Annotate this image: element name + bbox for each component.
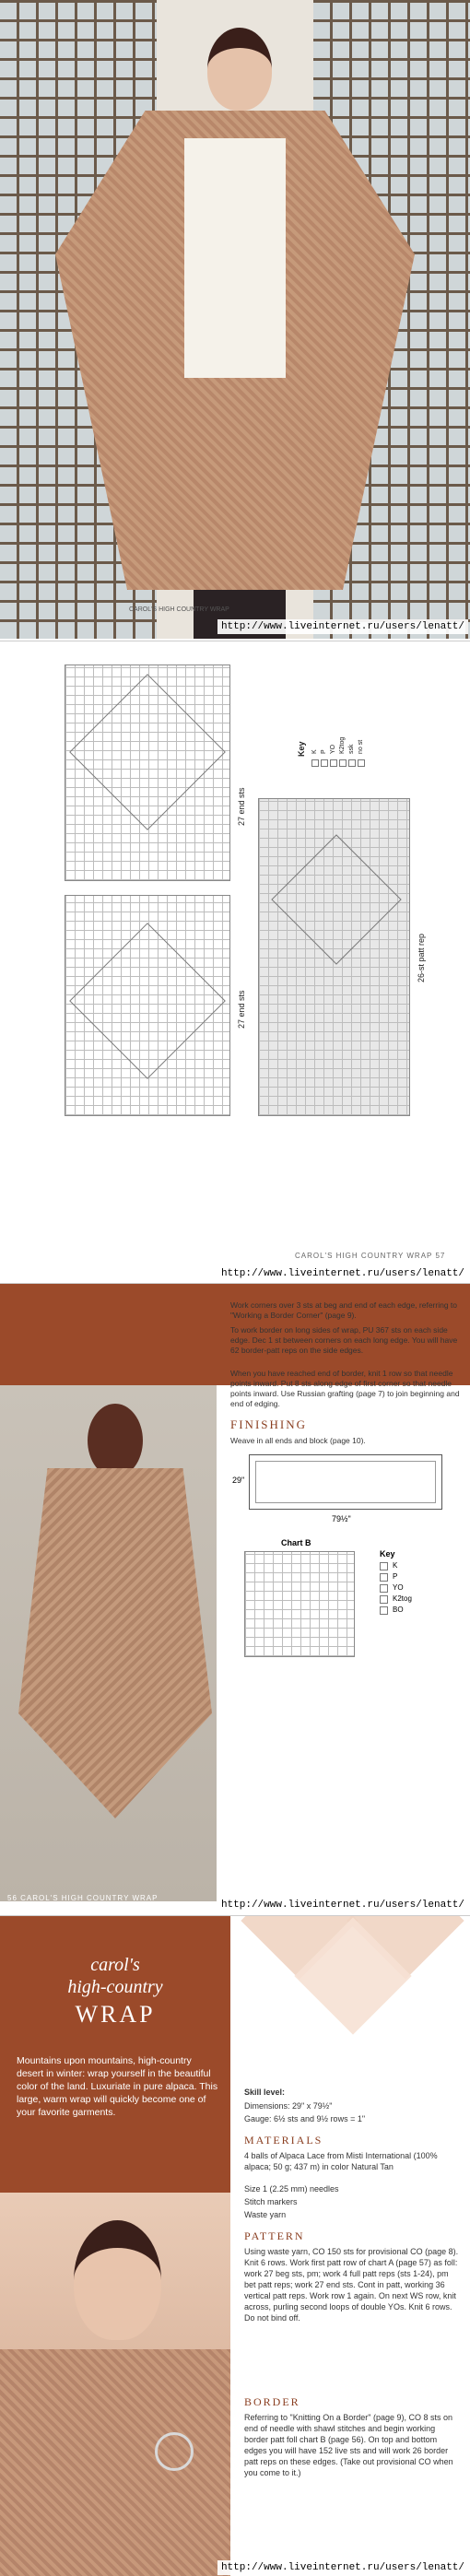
photo-caption: CAROL'S HIGH COUNTRY WRAP bbox=[129, 606, 229, 613]
shawl-pin bbox=[155, 2432, 194, 2471]
end-rep-label-bottom: 27 end sts bbox=[237, 990, 246, 1029]
materials-waste-yarn: Waste yarn bbox=[244, 2210, 287, 2219]
border-title: BORDER bbox=[244, 2395, 300, 2408]
skill-level: Skill level: bbox=[244, 2088, 286, 2097]
page-photo-front bbox=[0, 0, 470, 639]
finishing-title: FINISHING bbox=[230, 1417, 307, 1431]
key-label: Key bbox=[297, 741, 306, 757]
intro-paragraph: Mountains upon mountains, high-country desert in winter: wrap yourself in the beautiful color of the land. Luxuriate in pure alpaca. This large, warm wrap will quickly become one of your favorite garments. bbox=[17, 2055, 218, 2118]
pattern-rep-label: 26-st patt rep bbox=[417, 933, 426, 982]
key-swatch bbox=[380, 1573, 388, 1582]
materials-needles: Size 1 (2.25 mm) needles bbox=[244, 2184, 339, 2194]
page-finishing bbox=[0, 1283, 470, 1914]
key-swatch bbox=[311, 759, 319, 767]
key-swatch bbox=[321, 759, 328, 767]
key-item-label: YO bbox=[330, 744, 336, 754]
chart-b-key-label: Key bbox=[380, 1549, 395, 1559]
key-item-label: P bbox=[393, 1572, 398, 1581]
key-item-label: K2tog bbox=[339, 736, 346, 754]
page-intro bbox=[0, 1915, 470, 2576]
dim-height: 29" bbox=[232, 1476, 245, 1485]
page-chart-a bbox=[0, 641, 470, 1281]
model-face bbox=[74, 2220, 161, 2340]
key-swatch bbox=[380, 1562, 388, 1570]
title-line-3: WRAP bbox=[75, 2001, 156, 2028]
title-line-2: high-country bbox=[67, 1977, 163, 1997]
model-blouse bbox=[184, 138, 286, 378]
pattern-title: PATTERN bbox=[244, 2229, 305, 2242]
chart-b-label: Chart B bbox=[281, 1538, 311, 1547]
key-swatch bbox=[330, 759, 337, 767]
page-footer: 56 CAROL'S HIGH COUNTRY WRAP bbox=[7, 1894, 159, 1902]
border-text: Referring to "Knitting On a Border" (page 9), CO 8 sts on end of needle with shawl stitches and begin working border patt foll chart B (page 56). On top and bottom edges you will have 152 live sts and will work 26 border patt reps on these edges. (Take out provisional CO when you come to it.) bbox=[244, 2413, 453, 2477]
watermark-url[interactable]: http://www.liveinternet.ru/users/lenatt/ bbox=[217, 1266, 468, 1281]
key-swatch bbox=[380, 1584, 388, 1593]
end-rep-label-top: 27 end sts bbox=[237, 787, 246, 826]
key-swatch bbox=[358, 759, 365, 767]
model-head bbox=[207, 28, 272, 111]
watermark-url[interactable]: http://www.liveinternet.ru/users/lenatt/ bbox=[217, 619, 468, 634]
grafting-text: When you have reached end of border, knit 1 row so that needle points inward. Put 8 sts along edge of first corner so that needle points inward. Use Russian grafting (page 7) to join beginning and end of edging. bbox=[230, 1369, 460, 1408]
pattern-text: Using waste yarn, CO 150 sts for provisional CO (page 8). Knit 6 rows. Work first patt row of chart A (page 57) as foll: work 27 beg sts, pm; work 4 full patt reps (sts 1-24), pm bet patt reps; work 27 end sts. Cont in patt, working 36 vertical patt reps. Work row 1 again. On next WS row, knit across, purling second loops of double YOs. Knit 6 rows. Do not bind off. bbox=[244, 2247, 459, 2323]
key-item-label: ssk bbox=[348, 744, 355, 754]
finishing-text: Weave in all ends and block (page 10). bbox=[230, 1436, 366, 1445]
materials-markers: Stitch markers bbox=[244, 2197, 298, 2206]
key-item-label: K bbox=[311, 749, 318, 754]
key-item-label: no st bbox=[358, 739, 364, 754]
key-item-label: K2tog bbox=[393, 1594, 412, 1603]
key-swatch bbox=[339, 759, 347, 767]
materials-yarn: 4 balls of Alpaca Lace from Misti International (100% alpaca; 50 g; 437 m) in color Natural Tan bbox=[244, 2151, 438, 2171]
page-footer: CAROL'S HIGH COUNTRY WRAP 57 bbox=[295, 1252, 446, 1260]
key-swatch bbox=[380, 1595, 388, 1604]
closeup-lace bbox=[0, 2349, 230, 2576]
gauge: Gauge: 6½ sts and 9½ rows = 1" bbox=[244, 2114, 366, 2123]
materials-title: MATERIALS bbox=[244, 2134, 323, 2147]
chart-b-grid bbox=[244, 1551, 355, 1657]
key-swatch bbox=[380, 1606, 388, 1615]
border-text: To work border on long sides of wrap, PU 367 sts on each side edge. Dec 1 st between corners on each long edge. You will have 62 border-patt reps on the side edges. bbox=[230, 1325, 458, 1355]
watermark-url[interactable]: http://www.liveinternet.ru/users/lenatt/ bbox=[217, 1898, 468, 1912]
key-item-label: YO bbox=[393, 1583, 404, 1592]
dimensions: Dimensions: 29" x 79½" bbox=[244, 2101, 333, 2111]
key-item-label: K bbox=[393, 1561, 398, 1570]
model-hair bbox=[88, 1404, 143, 1477]
key-item-label: P bbox=[321, 749, 327, 754]
key-item-label: BO bbox=[393, 1606, 404, 1614]
watermark-url[interactable]: http://www.liveinternet.ru/users/lenatt/ bbox=[217, 2560, 468, 2575]
corner-text: Work corners over 3 sts at beg and end of each edge, referring to "Working a Border Corner" (page 9). bbox=[230, 1300, 458, 1320]
dim-width: 79½" bbox=[332, 1514, 351, 1523]
key-swatch bbox=[348, 759, 356, 767]
wrap-schematic bbox=[249, 1454, 442, 1510]
title-line-1: carol's bbox=[90, 1955, 140, 1975]
schematic-inner bbox=[255, 1461, 436, 1503]
